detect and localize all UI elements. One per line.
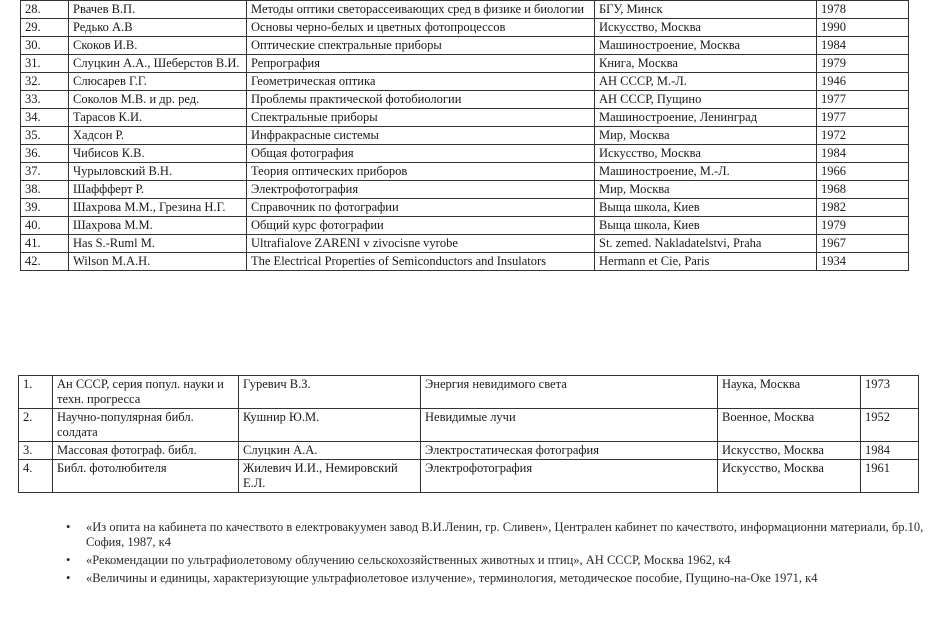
cell-n: 28. xyxy=(21,1,69,19)
table-row xyxy=(19,460,919,493)
cell-title: Электрофотография xyxy=(247,181,595,199)
cell-n: 34. xyxy=(21,109,69,127)
table-row xyxy=(21,55,909,73)
cell-year: 1979 xyxy=(817,55,909,73)
cell-year: 1990 xyxy=(817,19,909,37)
cell-year: 1968 xyxy=(817,181,909,199)
cell-author: Слуцкин А.А., Шеберстов В.И. xyxy=(69,55,247,73)
cell-title: Инфракрасные системы xyxy=(247,127,595,145)
list-item xyxy=(62,571,932,586)
table-row xyxy=(21,37,909,55)
table-row xyxy=(21,127,909,145)
bullet-icon: • xyxy=(66,520,71,534)
cell-publisher: Машиностроение, Ленинград xyxy=(595,109,817,127)
cell-title: Репрография xyxy=(247,55,595,73)
list-item-text: «Рекомендации по ультрафиолетовому облучению сельскохозяйственных животных и птиц», АН СССР, Москва 1962, к4 xyxy=(86,553,731,567)
cell-n: 3. xyxy=(19,442,53,460)
cell-title: Энергия невидимого света xyxy=(421,376,718,409)
cell-author: Скоков И.В. xyxy=(69,37,247,55)
cell-author: Редько А.В xyxy=(69,19,247,37)
cell-n: 2. xyxy=(19,409,53,442)
cell-title: Основы черно-белых и цветных фотопроцессов xyxy=(247,19,595,37)
cell-series: Научно-популярная библ. солдата xyxy=(53,409,239,442)
cell-year: 1984 xyxy=(861,442,919,460)
bullet-icon: • xyxy=(66,571,71,585)
cell-year: 1977 xyxy=(817,109,909,127)
table-row xyxy=(19,409,919,442)
cell-year: 1961 xyxy=(861,460,919,493)
cell-n: 38. xyxy=(21,181,69,199)
cell-author: Has S.-Ruml M. xyxy=(69,235,247,253)
cell-year: 1973 xyxy=(861,376,919,409)
cell-publisher: АН СССР, Пущино xyxy=(595,91,817,109)
cell-author: Wilson M.A.H. xyxy=(69,253,247,271)
cell-n: 35. xyxy=(21,127,69,145)
table-row xyxy=(21,181,909,199)
table-row xyxy=(19,376,919,409)
list-item xyxy=(62,553,932,568)
cell-year: 1946 xyxy=(817,73,909,91)
cell-title: Методы оптики светорассеивающих сред в физике и биологии xyxy=(247,1,595,19)
bibliography-table xyxy=(20,0,909,271)
cell-year: 1982 xyxy=(817,199,909,217)
cell-title: Справочник по фотографии xyxy=(247,199,595,217)
cell-publisher: Книга, Москва xyxy=(595,55,817,73)
table-row xyxy=(21,109,909,127)
cell-n: 32. xyxy=(21,73,69,91)
cell-year: 1967 xyxy=(817,235,909,253)
popular-series-table xyxy=(18,375,919,493)
cell-title: Ultrafialove ZARENI v zivocisne vyrobe xyxy=(247,235,595,253)
cell-year: 1979 xyxy=(817,217,909,235)
table-row xyxy=(21,235,909,253)
cell-publisher: Выща школа, Киев xyxy=(595,217,817,235)
cell-publisher: Мир, Москва xyxy=(595,181,817,199)
cell-publisher: St. zemed. Nakladatelstvi, Praha xyxy=(595,235,817,253)
table-row xyxy=(21,73,909,91)
table-row xyxy=(21,19,909,37)
bullet-icon: • xyxy=(66,553,71,567)
cell-title: Проблемы практической фотобиологии xyxy=(247,91,595,109)
cell-publisher: Hermann et Cie, Paris xyxy=(595,253,817,271)
cell-title: Оптические спектральные приборы xyxy=(247,37,595,55)
cell-publisher: Искусство, Москва xyxy=(718,442,861,460)
cell-author: Кушнир Ю.М. xyxy=(239,409,421,442)
cell-author: Чибисов К.В. xyxy=(69,145,247,163)
table-row xyxy=(21,199,909,217)
cell-n: 41. xyxy=(21,235,69,253)
cell-year: 1966 xyxy=(817,163,909,181)
cell-year: 1984 xyxy=(817,37,909,55)
table-row xyxy=(21,145,909,163)
cell-publisher: АН СССР, М.-Л. xyxy=(595,73,817,91)
cell-title: Невидимые лучи xyxy=(421,409,718,442)
additional-sources-list xyxy=(62,520,932,589)
table-row xyxy=(21,1,909,19)
cell-title: Электрофотография xyxy=(421,460,718,493)
cell-author: Гуревич В.З. xyxy=(239,376,421,409)
cell-author: Хадсон Р. xyxy=(69,127,247,145)
cell-year: 1972 xyxy=(817,127,909,145)
cell-title: Общий курс фотографии xyxy=(247,217,595,235)
cell-series: Массовая фотограф. библ. xyxy=(53,442,239,460)
table-row xyxy=(21,91,909,109)
cell-publisher: Искусство, Москва xyxy=(595,145,817,163)
cell-series: Ан СССР, серия попул. науки и техн. прогресса xyxy=(53,376,239,409)
cell-n: 31. xyxy=(21,55,69,73)
cell-n: 40. xyxy=(21,217,69,235)
cell-publisher: Машиностроение, Москва xyxy=(595,37,817,55)
cell-series: Библ. фотолюбителя xyxy=(53,460,239,493)
table-row xyxy=(21,163,909,181)
cell-author: Рвачев В.П. xyxy=(69,1,247,19)
list-item-text: «Из опита на кабинета по качеството в електровакуумен завод В.И.Ленин, гр. Сливен», Централен кабинет по качеството, информационни материали, бр.10, София, 1987, к4 xyxy=(86,520,924,549)
cell-n: 4. xyxy=(19,460,53,493)
list-item xyxy=(62,520,932,550)
cell-author: Шахрова М.М., Грезина Н.Г. xyxy=(69,199,247,217)
cell-author: Соколов М.В. и др. ред. xyxy=(69,91,247,109)
cell-author: Чурыловский В.Н. xyxy=(69,163,247,181)
table-row xyxy=(19,442,919,460)
cell-year: 1952 xyxy=(861,409,919,442)
cell-year: 1977 xyxy=(817,91,909,109)
cell-publisher: Наука, Москва xyxy=(718,376,861,409)
cell-author: Шаффферт Р. xyxy=(69,181,247,199)
cell-author: Слуцкин А.А. xyxy=(239,442,421,460)
table-row xyxy=(21,253,909,271)
cell-n: 1. xyxy=(19,376,53,409)
list-item-text: «Величины и единицы, характеризующие ультрафиолетовое излучение», терминология, методическое пособие, Пущино-на-Оке 1971, к4 xyxy=(86,571,818,585)
cell-publisher: Военное, Москва xyxy=(718,409,861,442)
cell-n: 37. xyxy=(21,163,69,181)
cell-publisher: Искусство, Москва xyxy=(718,460,861,493)
cell-author: Слюсарев Г.Г. xyxy=(69,73,247,91)
cell-title: Спектральные приборы xyxy=(247,109,595,127)
cell-publisher: Машиностроение, М.-Л. xyxy=(595,163,817,181)
cell-author: Тарасов К.И. xyxy=(69,109,247,127)
cell-author: Жилевич И.И., Немировский Е.Л. xyxy=(239,460,421,493)
cell-n: 30. xyxy=(21,37,69,55)
cell-n: 42. xyxy=(21,253,69,271)
cell-title: Теория оптических приборов xyxy=(247,163,595,181)
cell-title: Электростатическая фотография xyxy=(421,442,718,460)
cell-title: The Electrical Properties of Semiconductors and Insulators xyxy=(247,253,595,271)
table-row xyxy=(21,217,909,235)
cell-publisher: Мир, Москва xyxy=(595,127,817,145)
cell-year: 1984 xyxy=(817,145,909,163)
cell-n: 36. xyxy=(21,145,69,163)
cell-n: 33. xyxy=(21,91,69,109)
cell-year: 1978 xyxy=(817,1,909,19)
cell-publisher: Искусство, Москва xyxy=(595,19,817,37)
cell-title: Общая фотография xyxy=(247,145,595,163)
cell-publisher: БГУ, Минск xyxy=(595,1,817,19)
cell-author: Шахрова М.М. xyxy=(69,217,247,235)
cell-year: 1934 xyxy=(817,253,909,271)
cell-publisher: Выща школа, Киев xyxy=(595,199,817,217)
cell-n: 39. xyxy=(21,199,69,217)
cell-n: 29. xyxy=(21,19,69,37)
cell-title: Геометрическая оптика xyxy=(247,73,595,91)
